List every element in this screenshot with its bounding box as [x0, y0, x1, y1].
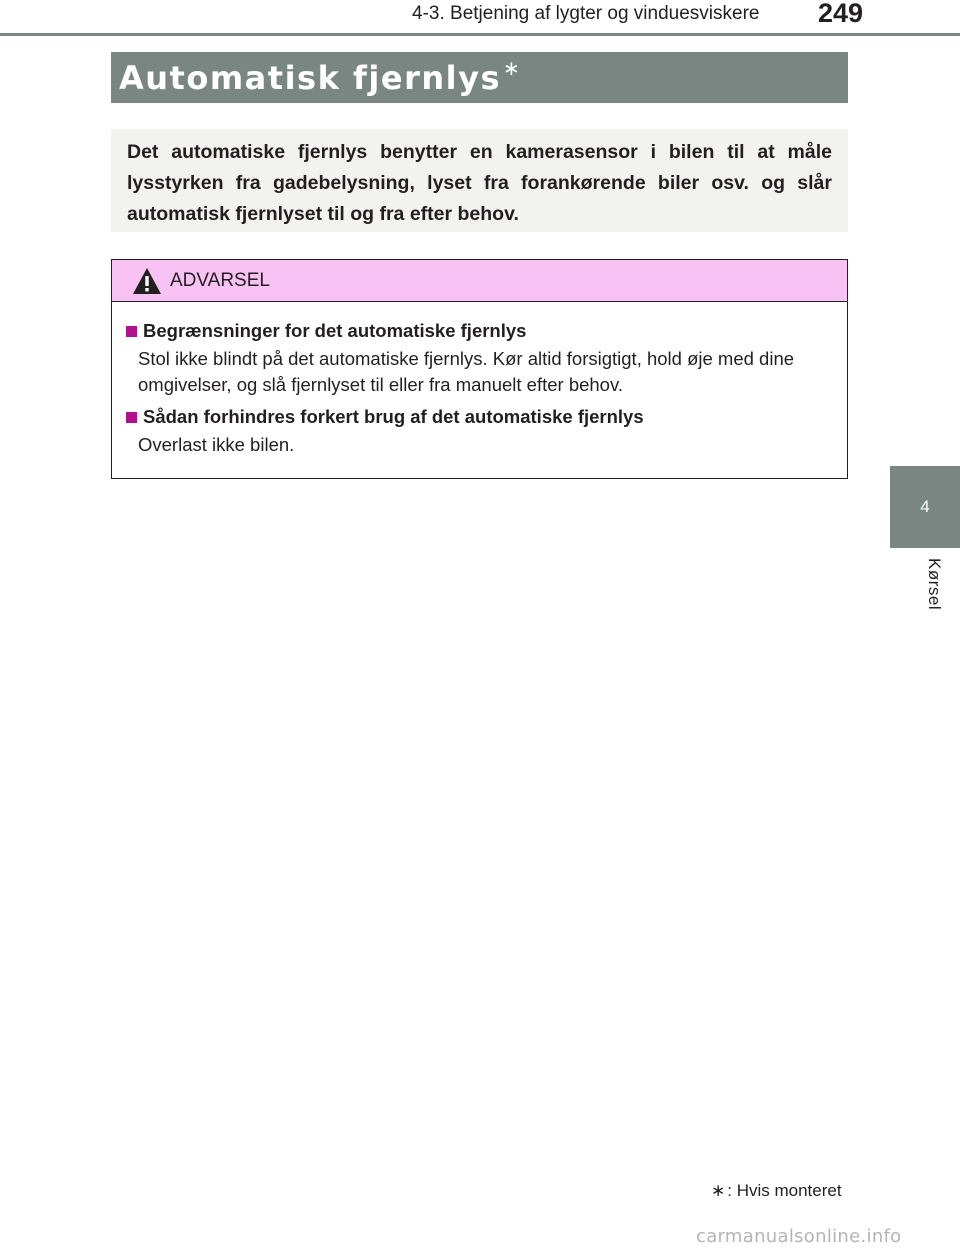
warning-item-title: Begrænsninger for det automatiske fjernlys [143, 320, 527, 341]
warning-item-title: Sådan forhindres forkert brug af det automatiske fjernlys [143, 406, 644, 427]
watermark: carmanualsonline.info [696, 1226, 902, 1247]
chapter-tab[interactable] [890, 466, 960, 548]
section-title: 4-3. Betjening af lygter og vinduesviskere [412, 3, 760, 24]
chapter-number: 4 [920, 497, 930, 516]
page-number: 249 [818, 0, 864, 28]
warning-box [111, 259, 848, 479]
intro-text: Det automatiske fjernlys benytter en kamerasensor i bilen til at måle lysstyrken fra gadebelysning, lyset fra forankørende biler osv. og slår automatisk fjernlyset til og fra efter behov. [127, 141, 832, 225]
warning-item-text: Stol ikke blindt på det automatiske fjernlys. Kør altid forsigtigt, hold øje med dine omgivelser, og slå fjernlyset til eller fra manuelt efter behov. [138, 348, 795, 395]
intro-box [111, 129, 848, 232]
chapter-name: Kørsel [925, 558, 944, 611]
header-rule [0, 33, 960, 36]
square-bullet-icon [126, 412, 137, 423]
footnote-marker: ∗ [711, 1181, 726, 1200]
warning-triangle-icon [132, 267, 162, 295]
warning-body [112, 302, 847, 458]
warning-label: ADVARSEL [170, 269, 270, 291]
footnote-text: : Hvis monteret [727, 1181, 842, 1200]
warning-item-text: Overlast ikke bilen. [138, 434, 295, 455]
footnote [711, 1181, 842, 1201]
square-bullet-icon [126, 326, 137, 337]
section-heading: Automatisk fjernlys [119, 58, 502, 97]
section-heading-bar [111, 52, 848, 103]
warning-header [112, 260, 847, 302]
warning-item-heading [126, 320, 833, 342]
warning-item-heading [126, 406, 833, 428]
optional-equipment-marker: ∗ [503, 58, 520, 80]
page-header [0, 0, 960, 40]
